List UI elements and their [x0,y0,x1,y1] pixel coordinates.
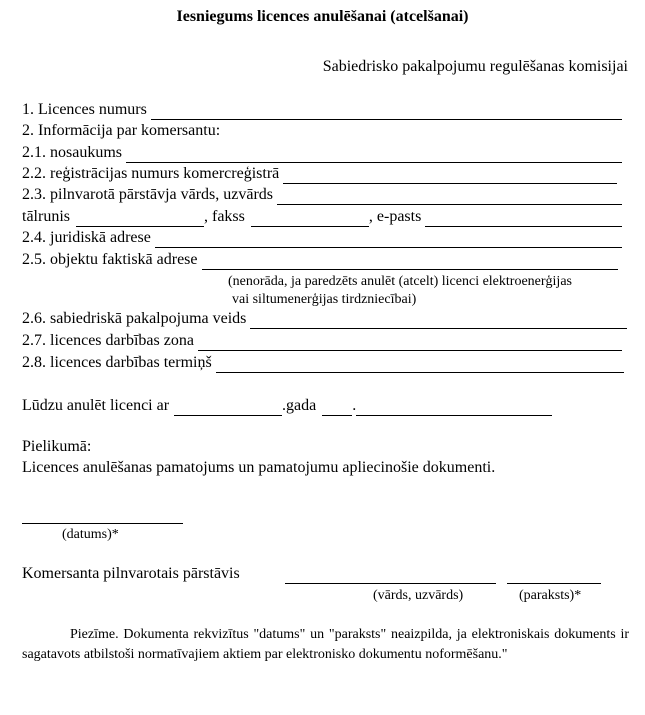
fax-label: , fakss [204,208,245,225]
label: 2.5. objektu faktiskā adrese [22,251,198,268]
footnote: Piezīme. Dokumenta rekvizītus "datums" un "paraksts" neaizpilda, ja elektroniskais dokuments ir sagatavots atbilstoši normatīvajiem aktiem par elektronisko dokumentu noformēšanu." [22,627,629,662]
fax-input-line[interactable] [251,210,369,227]
field-name[interactable] [22,143,622,163]
name-signature-line[interactable] [285,566,496,584]
email-input-line[interactable] [425,210,622,227]
field-license-number[interactable] [22,100,622,120]
attachment-text: Licences anulēšanas pamatojums un pamatojumu apliecinošie dokumenti. [22,459,496,476]
field-representative[interactable] [22,185,622,205]
input-line[interactable] [151,103,622,120]
label: 2.6. sabiedriskā pakalpojuma veids [22,310,247,327]
field-actual-address[interactable] [22,250,618,270]
input-line[interactable] [216,356,624,373]
request-text: Lūdzu anulēt licenci ar [22,397,170,414]
label: 2.2. reģistrācijas numurs komercreģistrā [22,165,280,182]
actual-address-note-2: vai siltumenerģijas tirdzniecībai) [232,292,417,307]
label: 2.3. pilnvarotā pārstāvja vārds, uzvārds [22,186,274,203]
input-line[interactable] [283,167,617,184]
date-month-line[interactable] [322,399,352,416]
phone-label: tālrunis [22,208,70,225]
name-label: (vārds, uzvārds) [373,588,464,603]
section-company-info [22,121,622,141]
label: 2.7. licences darbības zona [22,332,194,349]
date-label: (datums)* [62,527,119,542]
addressee: Sabiedrisko pakalpojumu regulēšanas komisijai [322,58,628,75]
sign-line[interactable] [507,566,601,584]
input-line[interactable] [155,231,622,248]
date-year-line[interactable] [356,399,552,416]
field-contacts [22,207,622,227]
phone-input-line[interactable] [76,210,204,227]
label: 2. Informācija par komersantu: [22,122,221,139]
actual-address-note-1: (nenorāda, ja paredzēts anulēt (atcelt) licenci elektroenerģijas [228,274,572,289]
input-line[interactable] [250,312,627,329]
label: 2.8. licences darbības termiņš [22,354,212,371]
field-registration-number[interactable] [22,164,617,184]
field-service-type[interactable] [22,309,627,329]
representative-label: Komersanta pilnvarotais pārstāvis [22,565,240,582]
label: 2.4. juridiskā adrese [22,229,151,246]
date-day-line[interactable] [174,399,282,416]
label: 2.1. nosaukums [22,144,122,161]
dot: . [352,397,357,414]
field-operating-term[interactable] [22,353,624,373]
field-legal-address[interactable] [22,228,622,248]
year-label: .gada [282,397,317,414]
request-line [22,396,552,416]
input-line[interactable] [202,253,619,270]
input-line[interactable] [198,334,622,351]
field-operating-zone[interactable] [22,331,622,351]
input-line[interactable] [126,146,622,163]
document-title: Iesniegums licences anulēšanai (atcelšanai) [176,8,469,25]
input-line[interactable] [277,188,622,205]
email-label: , e-pasts [368,208,422,225]
label: 1. Licences numurs [22,101,147,118]
attachment-heading: Pielikumā: [22,438,92,455]
date-signature-line[interactable] [22,507,183,524]
sign-label: (paraksts)* [519,588,582,603]
